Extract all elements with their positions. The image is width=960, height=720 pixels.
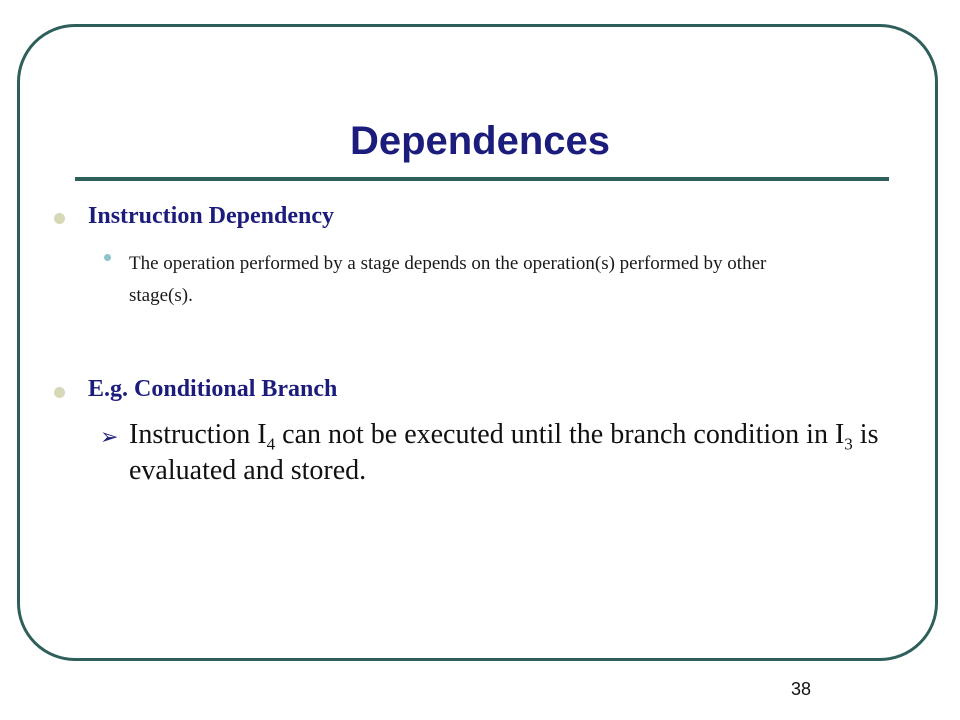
page-number: 38 [791, 679, 812, 699]
bullet-subtext-dependency-definition: The operation performed by a stage depends on the operation(s) performed by other stage(s). [129, 253, 767, 306]
subscript-4: 4 [266, 434, 276, 454]
sub-bullet-dot-icon [104, 254, 111, 261]
detail-text-part: Instruction I [129, 419, 267, 450]
detail-text-part: is evaluated and stored. [129, 419, 879, 486]
detail-text-part: can not be executed until the branch condition in I [275, 419, 845, 450]
arrow-bullet-icon: ➢ [100, 425, 119, 450]
bullet-dot-icon [54, 213, 65, 224]
subscript-3: 3 [844, 434, 853, 454]
bullet-heading-instruction-dependency: Instruction Dependency [88, 203, 335, 229]
bullet-dot-icon [54, 387, 65, 398]
bullet-heading-conditional-branch: E.g. Conditional Branch [88, 376, 338, 402]
title-underline [75, 177, 889, 181]
slide-title: Dependences [349, 119, 611, 163]
bullet-detail-branch-condition [129, 417, 919, 489]
